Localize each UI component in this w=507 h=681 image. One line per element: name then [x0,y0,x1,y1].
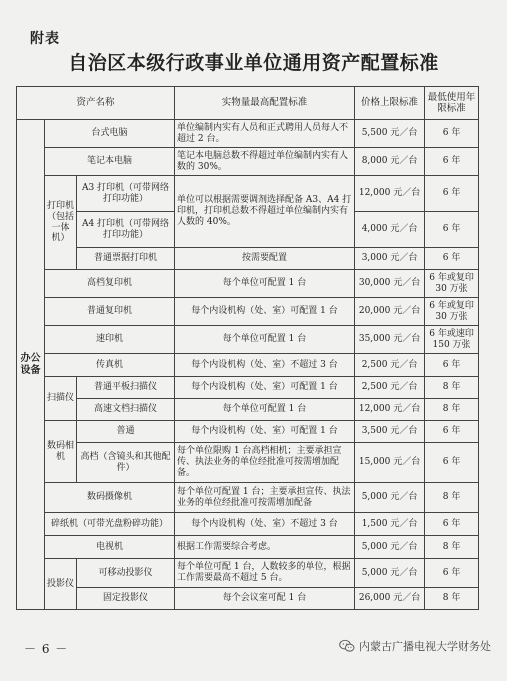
table-row [17,148,479,176]
standard-cell: 每个内设机构（处、室）可配置 1 台 [175,298,355,326]
table-row [17,536,479,559]
header-asset-name: 资产名称 [17,87,175,120]
standard-cell: 每个单位限购 1 台高档相机；主要承担宣传、执法业务的单位经批准可按需增加配备。 [175,443,355,483]
table-row [17,377,479,399]
asset-name-cell: 高速文档扫描仪 [77,399,175,421]
life-cell: 8 年 [425,483,479,513]
price-cell: 8,000 元／台 [355,148,425,176]
asset-name-cell: 电视机 [45,536,175,559]
price-cell: 5,500 元／台 [355,120,425,148]
price-cell: 3,500 元／台 [355,421,425,443]
header-standard: 实物量最高配置标准 [175,87,355,120]
life-cell: 6 年或速印 150 万张 [425,326,479,354]
asset-name-cell: 笔记本电脑 [45,148,175,176]
life-cell: 8 年 [425,399,479,421]
group-cell-camera: 数码相机 [45,421,77,483]
price-cell: 5,000 元／台 [355,559,425,588]
life-cell: 6 年 [425,421,479,443]
table-row [17,443,479,483]
table-row [17,354,479,377]
life-cell: 8 年 [425,536,479,559]
annex-label: 附表 [30,31,60,47]
price-cell: 12,000 元／台 [355,399,425,421]
standard-cell: 每个单位可配 1 台，人数较多的单位，根据工作需要最高不超过 5 台。 [175,559,355,588]
price-cell: 12,000 元／台 [355,176,425,212]
asset-name-cell: 普通 [77,421,175,443]
life-cell: 6 年 [425,120,479,148]
price-cell: 4,000 元／台 [355,212,425,248]
standard-cell: 每个内设机构（处、室）不超过 3 台 [175,513,355,536]
table-row [17,559,479,588]
header-life: 最低使用年限标准 [425,87,479,120]
standard-cell: 笔记本电脑总数不得超过单位编制内实有人数的 30%。 [175,148,355,176]
standard-cell: 按需要配置 [175,248,355,270]
group-cell-scanner: 扫描仪 [45,377,77,421]
price-cell: 30,000 元／台 [355,270,425,298]
price-cell: 2,500 元／台 [355,377,425,399]
life-cell: 6 年 [425,248,479,270]
table-header-row [17,87,479,120]
asset-name-cell: A4 打印机（可带网络打印功能） [77,212,175,248]
watermark-text: 内蒙古广播电视大学财务处 [359,640,491,653]
life-cell: 6 年或复印 30 万张 [425,270,479,298]
asset-name-cell: 高档复印机 [45,270,175,298]
table-row [17,120,479,148]
price-cell: 35,000 元／台 [355,326,425,354]
price-cell: 5,000 元／台 [355,483,425,513]
table-row [17,421,479,443]
standard-cell: 每个单位可配置 1 台 [175,270,355,298]
group-cell-projector: 投影仪 [45,559,77,610]
table-row [17,513,479,536]
asset-name-cell: A3 打印机（可带网络打印功能） [77,176,175,212]
asset-name-cell: 可移动投影仪 [77,559,175,588]
life-cell: 6 年 [425,148,479,176]
asset-name-cell: 碎纸机（可带光盘粉碎功能） [45,513,175,536]
life-cell: 6 年或复印 30 万张 [425,298,479,326]
category-cell: 办公设备 [17,120,45,610]
group-cell-printer: 打印机（包括一体机） [45,176,77,270]
standard-cell: 每个单位可配置 1 台 [175,399,355,421]
table-row [17,326,479,354]
asset-name-cell: 普通票据打印机 [77,248,175,270]
price-cell: 20,000 元／台 [355,298,425,326]
asset-standard-table [16,86,479,610]
standard-cell: 每个会议室可配 1 台 [175,588,355,610]
asset-name-cell: 普通复印机 [45,298,175,326]
wechat-icon [339,639,355,653]
standard-cell: 每个内设机构（处、室）可配置 1 台 [175,421,355,443]
price-cell: 3,000 元／台 [355,248,425,270]
price-cell: 15,000 元／台 [355,443,425,483]
document-title: 自治区本级行政事业单位通用资产配置标准 [68,52,439,74]
table-row [17,298,479,326]
table-row [17,483,479,513]
asset-name-cell: 传真机 [45,354,175,377]
life-cell: 6 年 [425,354,479,377]
table-row [17,399,479,421]
table-row [17,270,479,298]
life-cell: 6 年 [425,559,479,588]
watermark [339,638,491,654]
standard-cell: 每个单位可配置 1 台；主要承担宣传、执法业务的单位经批准可按需增加配备 [175,483,355,513]
standard-cell: 每个单位可配置 1 台 [175,326,355,354]
life-cell: 6 年 [425,513,479,536]
life-cell: 6 年 [425,212,479,248]
asset-name-cell: 固定投影仪 [77,588,175,610]
standard-cell: 单位可以根据需要调剂选择配备 A3、A4 打印机，打印机总数不得超过单位编制内实有人数的 40%。 [175,176,355,248]
standard-cell: 单位编制内实有人员和正式聘用人员每人不超过 2 台。 [175,120,355,148]
price-cell: 26,000 元／台 [355,588,425,610]
price-cell: 1,500 元／台 [355,513,425,536]
standard-cell: 每个内设机构（处、室）不超过 3 台 [175,354,355,377]
page-number: － 6 － [24,642,69,656]
table-row [17,588,479,610]
table-row [17,248,479,270]
asset-name-cell: 数码摄像机 [45,483,175,513]
asset-name-cell: 台式电脑 [45,120,175,148]
life-cell: 6 年 [425,443,479,483]
life-cell: 8 年 [425,377,479,399]
asset-name-cell: 速印机 [45,326,175,354]
table-row [17,176,479,212]
asset-name-cell: 普通平板扫描仪 [77,377,175,399]
life-cell: 8 年 [425,588,479,610]
standard-cell: 根据工作需要综合考虑。 [175,536,355,559]
price-cell: 2,500 元／台 [355,354,425,377]
standard-cell: 每个内设机构（处、室）可配置 1 台 [175,377,355,399]
price-cell: 5,000 元／台 [355,536,425,559]
life-cell: 6 年 [425,176,479,212]
header-price: 价格上限标准 [355,87,425,120]
asset-name-cell: 高档（含镜头和其他配件） [77,443,175,483]
